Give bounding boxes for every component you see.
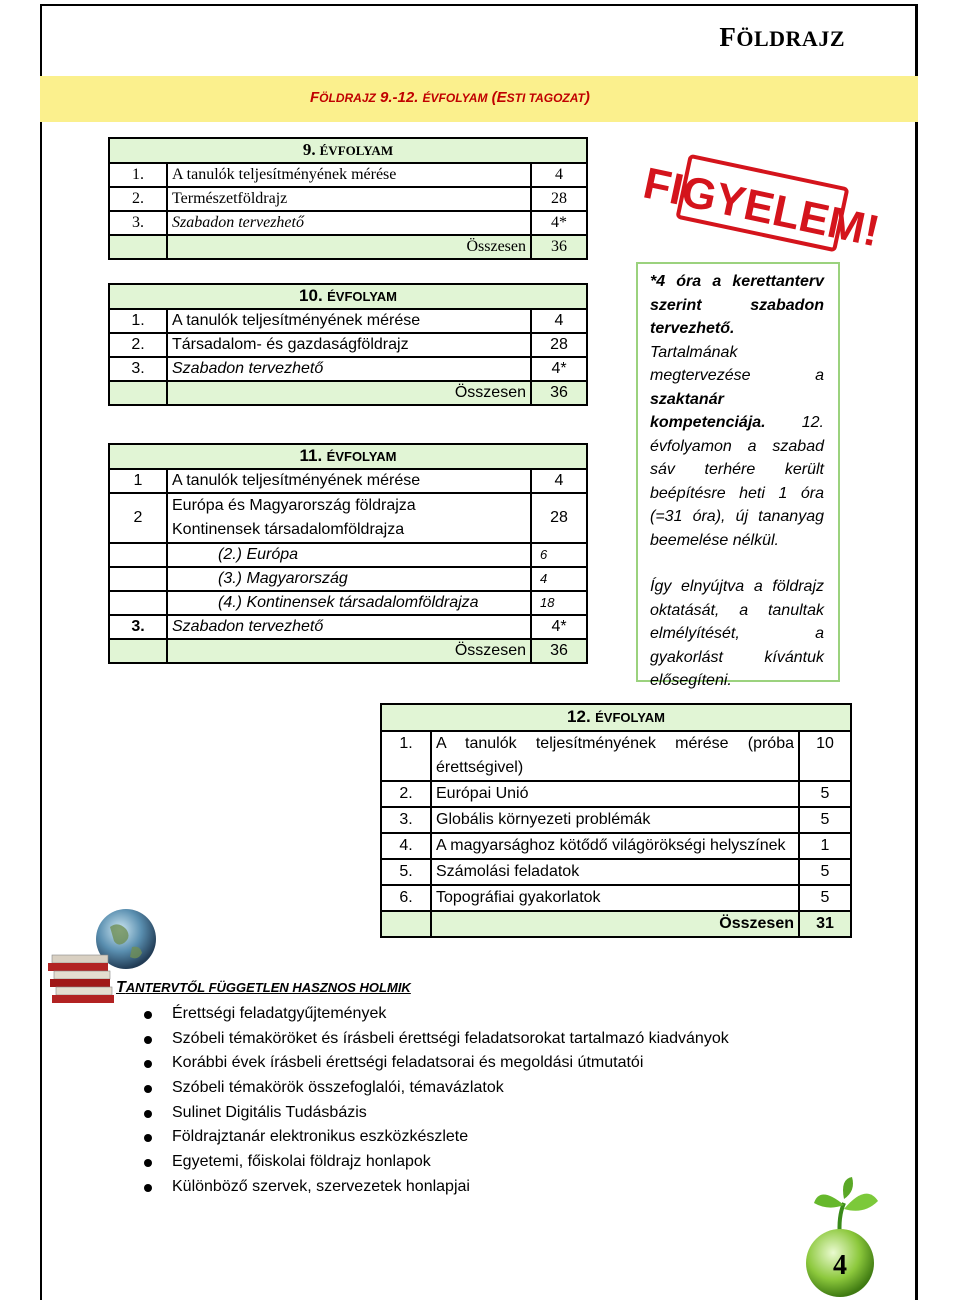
table-row: 3. Globális környezeti problémák 5 (381, 807, 851, 833)
total-row: Összesen 36 (109, 639, 587, 663)
table-header: 12. ÉVFOLYAM (381, 704, 851, 731)
table-subrow: (4.) Kontinensek társadalomföldrajza 18 (109, 591, 587, 615)
grade11-table (108, 443, 588, 664)
list-item: Szóbeli témaköröket és írásbeli érettségi feladatsorokat tartalmazó kiadványok (136, 1027, 729, 1052)
page-number-globe-icon (798, 1175, 898, 1305)
figyelem-stamp-icon (639, 150, 884, 260)
list-item: Egyetemi, főiskolai földrajz honlapok (136, 1150, 729, 1175)
table-subrow: (2.) Európa 6 (109, 543, 587, 567)
bullet-icon (144, 1011, 152, 1019)
table-header: 10. ÉVFOLYAM (109, 284, 587, 309)
table-row: 1. A tanulók teljesítményének mérése (próba érettségivel) 10 (381, 731, 851, 781)
table-row: 2. Társadalom- és gazdaságföldrajz 28 (109, 333, 587, 357)
useful-items-title: TANTERVTŐL FÜGGETLEN HASZNOS HOLMIK (116, 979, 411, 996)
table-header: 9. ÉVFOLYAM (109, 138, 587, 163)
table-row: 6. Topográfiai gyakorlatok 5 (381, 885, 851, 911)
total-row: Összesen 36 (109, 381, 587, 405)
stamp-text: FIGYELEM! (639, 158, 884, 257)
table-subrow: (3.) Magyarország 4 (109, 567, 587, 591)
useful-items-list (136, 1002, 729, 1200)
list-item: Érettségi feladatgyűjtemények (136, 1002, 729, 1027)
list-item: Sulinet Digitális Tudásbázis (136, 1101, 729, 1126)
total-row: Összesen 36 (109, 235, 587, 259)
table-row: 3. Szabadon tervezhető 4* (109, 211, 587, 235)
table-row: 1. A tanulók teljesítményének mérése 4 (109, 309, 587, 333)
bullet-icon (144, 1184, 152, 1192)
bullet-icon (144, 1159, 152, 1167)
list-item: Korábbi évek írásbeli érettségi feladatsorai és megoldási útmutatói (136, 1051, 729, 1076)
table-row: 5. Számolási feladatok 5 (381, 859, 851, 885)
table-row: 3. Szabadon tervezhető 4* (109, 357, 587, 381)
table-row: 2. Természetföldrajz 28 (109, 187, 587, 211)
list-item: Földrajztanár elektronikus eszközkészlete (136, 1125, 729, 1150)
bullet-icon (144, 1110, 152, 1118)
table-header: 11. ÉVFOLYAM (109, 444, 587, 469)
list-item: Szóbeli témakörök összefoglalói, témavázlatok (136, 1076, 729, 1101)
table-row: 3. Szabadon tervezhető 4* (109, 615, 587, 639)
table-row: 2 Európa és Magyarország földrajza Kontinensek társadalomföldrajza 28 (109, 493, 587, 543)
bullet-icon (144, 1134, 152, 1142)
bullet-icon (144, 1060, 152, 1068)
list-item: Különböző szervek, szervezetek honlapjai (136, 1175, 729, 1200)
bullet-icon (144, 1085, 152, 1093)
table-row: 1 A tanulók teljesítményének mérése 4 (109, 469, 587, 493)
grade12-table (380, 703, 852, 938)
grade10-table (108, 283, 588, 406)
banner-text: FÖLDRAJZ 9.-12. ÉVFOLYAM (ESTI TAGOZAT) (310, 89, 590, 106)
grade9-table (108, 137, 588, 260)
page-number: 4 (833, 1250, 847, 1281)
table-row: 1. A tanulók teljesítményének mérése 4 (109, 163, 587, 187)
bullet-icon (144, 1036, 152, 1044)
table-row: 4. A magyarsághoz kötődő világörökségi helyszínek 1 (381, 833, 851, 859)
total-row: Összesen 31 (381, 911, 851, 937)
header-title-rest: ÖLDRAJZ (736, 26, 845, 51)
table-row: 2. Európai Unió 5 (381, 781, 851, 807)
notice-text: *4 óra a kerettanterv szerint szabadon tervezhető. Tartalmának megtervezése a szaktanár kompetenciája. 12. évfolyamon a szabad sáv terhére került beépítésre heti 1 óra (=31 óra), új tananyag beemelése nélkül. Így elnyújtva a földrajz oktatását, a tanultak elmélyítését, a gyakorlást kívántuk elősegíteni. (650, 273, 824, 689)
header-title-initial: F (719, 22, 737, 52)
page-header-title (719, 22, 845, 53)
